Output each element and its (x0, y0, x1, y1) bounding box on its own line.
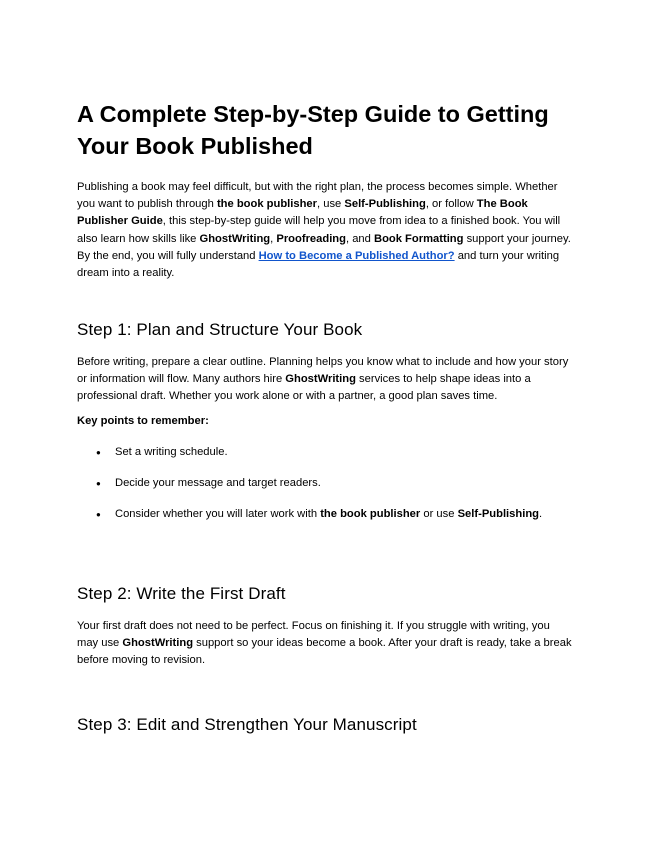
step3-heading: Step 3: Edit and Strengthen Your Manuscript (77, 715, 417, 734)
bold-text: GhostWriting (122, 637, 194, 650)
text-run: . (539, 508, 543, 520)
text-run: Your first draft does not need to be perfect. Focus on finishing it. If you struggle with writing, you may use (77, 620, 550, 650)
text-run: , (270, 232, 277, 245)
step1-heading: Step 1: Plan and Structure Your Book (77, 320, 363, 339)
step2-heading: Step 2: Write the First Draft (77, 584, 286, 603)
bold-text: Book Formatting (373, 232, 464, 245)
text-run: Consider whether you will later work with (115, 508, 321, 520)
bold-text: the book publisher (320, 508, 421, 520)
bold-text: Self-Publishing (457, 508, 539, 520)
list-item (77, 475, 542, 506)
text-run: , use (317, 198, 345, 211)
bold-text: GhostWriting (199, 232, 271, 245)
text-run: support your journey. By the end, you will fully understand (77, 232, 571, 262)
document-title: A Complete Step-by-Step Guide to Getting Your Book Published (77, 101, 549, 159)
bold-text: Proofreading (276, 232, 346, 245)
text-run: Publishing a book may feel difficult, but with the right plan, the process becomes simple. Whether you want to publish through (77, 181, 558, 211)
list-item (77, 506, 542, 537)
text-run: , or follow (425, 198, 477, 211)
bold-text: GhostWriting (285, 373, 356, 386)
intro-paragraph (77, 179, 573, 282)
bold-text: Self-Publishing (344, 198, 426, 211)
bold-text: the book publisher (216, 198, 318, 211)
text-run: and turn your writing dream into a reality. (77, 249, 560, 280)
key-points-list (77, 444, 542, 537)
key-points-label: Key points to remember: (77, 415, 209, 427)
published-author-link[interactable]: How to Become a Published Author? (258, 249, 455, 262)
text-run: Before writing, prepare a clear outline. Planning helps you know what to include and how your story or information will flow. Many authors hire (77, 356, 569, 386)
text-run: services to help shape ideas into a professional draft. Whether you work alone or with a partner, a good plan saves time. (77, 373, 531, 403)
list-item (77, 444, 542, 475)
bold-text: The Book Publisher Guide (77, 198, 528, 228)
text-run: support so your ideas become a book. After your draft is ready, take a break before moving to revision. (77, 637, 572, 667)
text-run: or use (420, 508, 458, 520)
text-run: , and (345, 232, 374, 245)
step2-paragraph (77, 618, 573, 670)
step1-paragraph (77, 354, 573, 406)
text-run: Set a writing schedule. (115, 446, 228, 458)
text-run: , this step-by-step guide will help you move from idea to a finished book. You will also learn how skills like (77, 215, 561, 245)
text-run: Decide your message and target readers. (115, 477, 321, 489)
